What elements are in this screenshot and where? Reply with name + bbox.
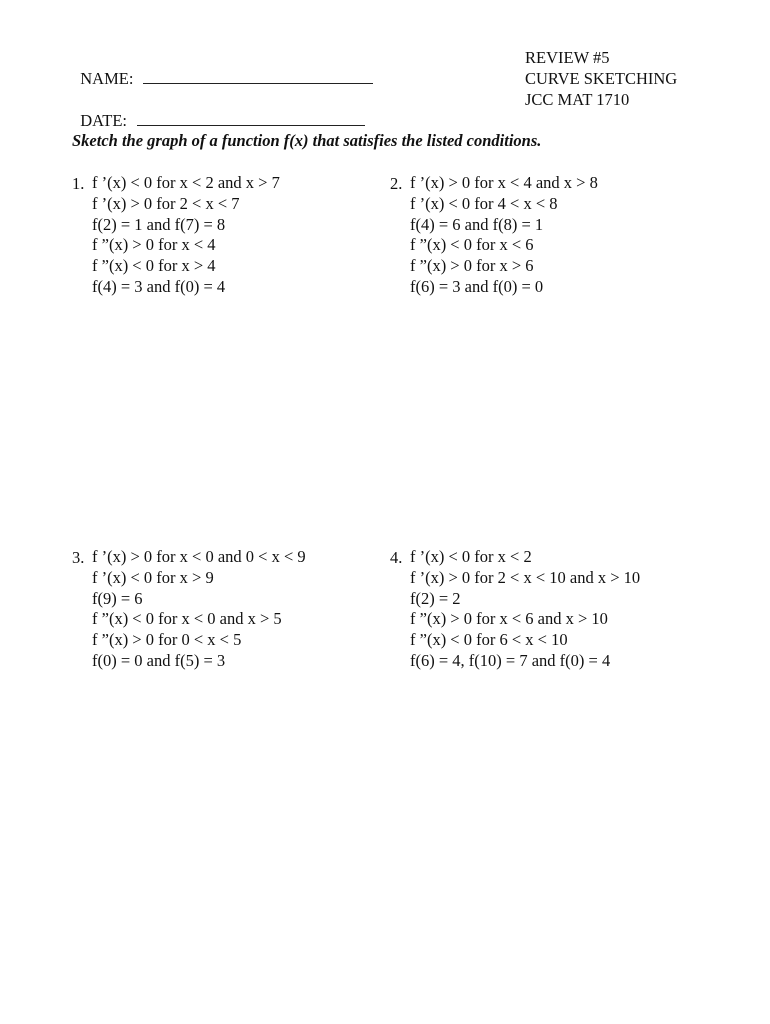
name-row (72, 48, 373, 89)
condition-list (410, 173, 598, 298)
condition-list (92, 547, 306, 672)
condition: f ”(x) < 0 for x > 4 (92, 256, 216, 276)
condition: f ”(x) > 0 for x < 6 and x > 10 (410, 609, 608, 629)
condition: f ”(x) < 0 for x < 6 (410, 235, 534, 255)
condition: f ”(x) > 0 for 0 < x < 5 (92, 630, 242, 650)
condition: f(4) = 6 and f(8) = 1 (410, 214, 544, 234)
condition: f ’(x) > 0 for 2 < x < 10 and x > 10 (410, 567, 641, 587)
condition: f(6) = 3 and f(0) = 0 (410, 276, 544, 296)
condition-list (92, 173, 280, 298)
condition: f ’(x) < 0 for x > 9 (92, 567, 214, 587)
problem-number: 1. (72, 174, 85, 193)
date-blank-line[interactable] (137, 110, 365, 126)
condition: f ’(x) > 0 for x < 0 and 0 < x < 9 (92, 547, 306, 566)
name-label: NAME: (80, 69, 134, 88)
condition: f ’(x) > 0 for x < 4 and x > 8 (410, 173, 598, 192)
condition: f(4) = 3 and f(0) = 4 (92, 276, 226, 296)
problem-number: 3. (72, 548, 85, 567)
topic-title: CURVE SKETCHING (525, 69, 678, 88)
condition: f ’(x) < 0 for x < 2 and x > 7 (92, 173, 280, 192)
instructions: Sketch the graph of a function f(x) that satisfies the listed conditions. (72, 131, 542, 150)
condition: f ’(x) < 0 for x < 2 (410, 547, 532, 566)
date-label: DATE: (80, 111, 127, 130)
review-title: REVIEW #5 (525, 48, 610, 67)
condition: f(2) = 1 and f(7) = 8 (92, 214, 226, 234)
name-blank-line[interactable] (143, 68, 373, 84)
course-code: JCC MAT 1710 (525, 90, 630, 109)
condition: f ”(x) > 0 for x > 6 (410, 256, 534, 276)
condition: f ”(x) > 0 for x < 4 (92, 235, 216, 255)
condition: f(6) = 4, f(10) = 7 and f(0) = 4 (410, 650, 611, 670)
condition-list (410, 547, 640, 672)
condition: f ’(x) < 0 for 4 < x < 8 (410, 193, 558, 213)
condition: f(0) = 0 and f(5) = 3 (92, 650, 226, 670)
condition: f ’(x) > 0 for 2 < x < 7 (92, 193, 240, 213)
problem-number: 4. (390, 548, 403, 567)
condition: f(2) = 2 (410, 588, 461, 608)
condition: f ”(x) < 0 for x < 0 and x > 5 (92, 609, 282, 629)
date-row (72, 90, 365, 131)
condition: f(9) = 6 (92, 588, 143, 608)
condition: f ”(x) < 0 for 6 < x < 10 (410, 630, 568, 650)
problem-number: 2. (390, 174, 403, 193)
